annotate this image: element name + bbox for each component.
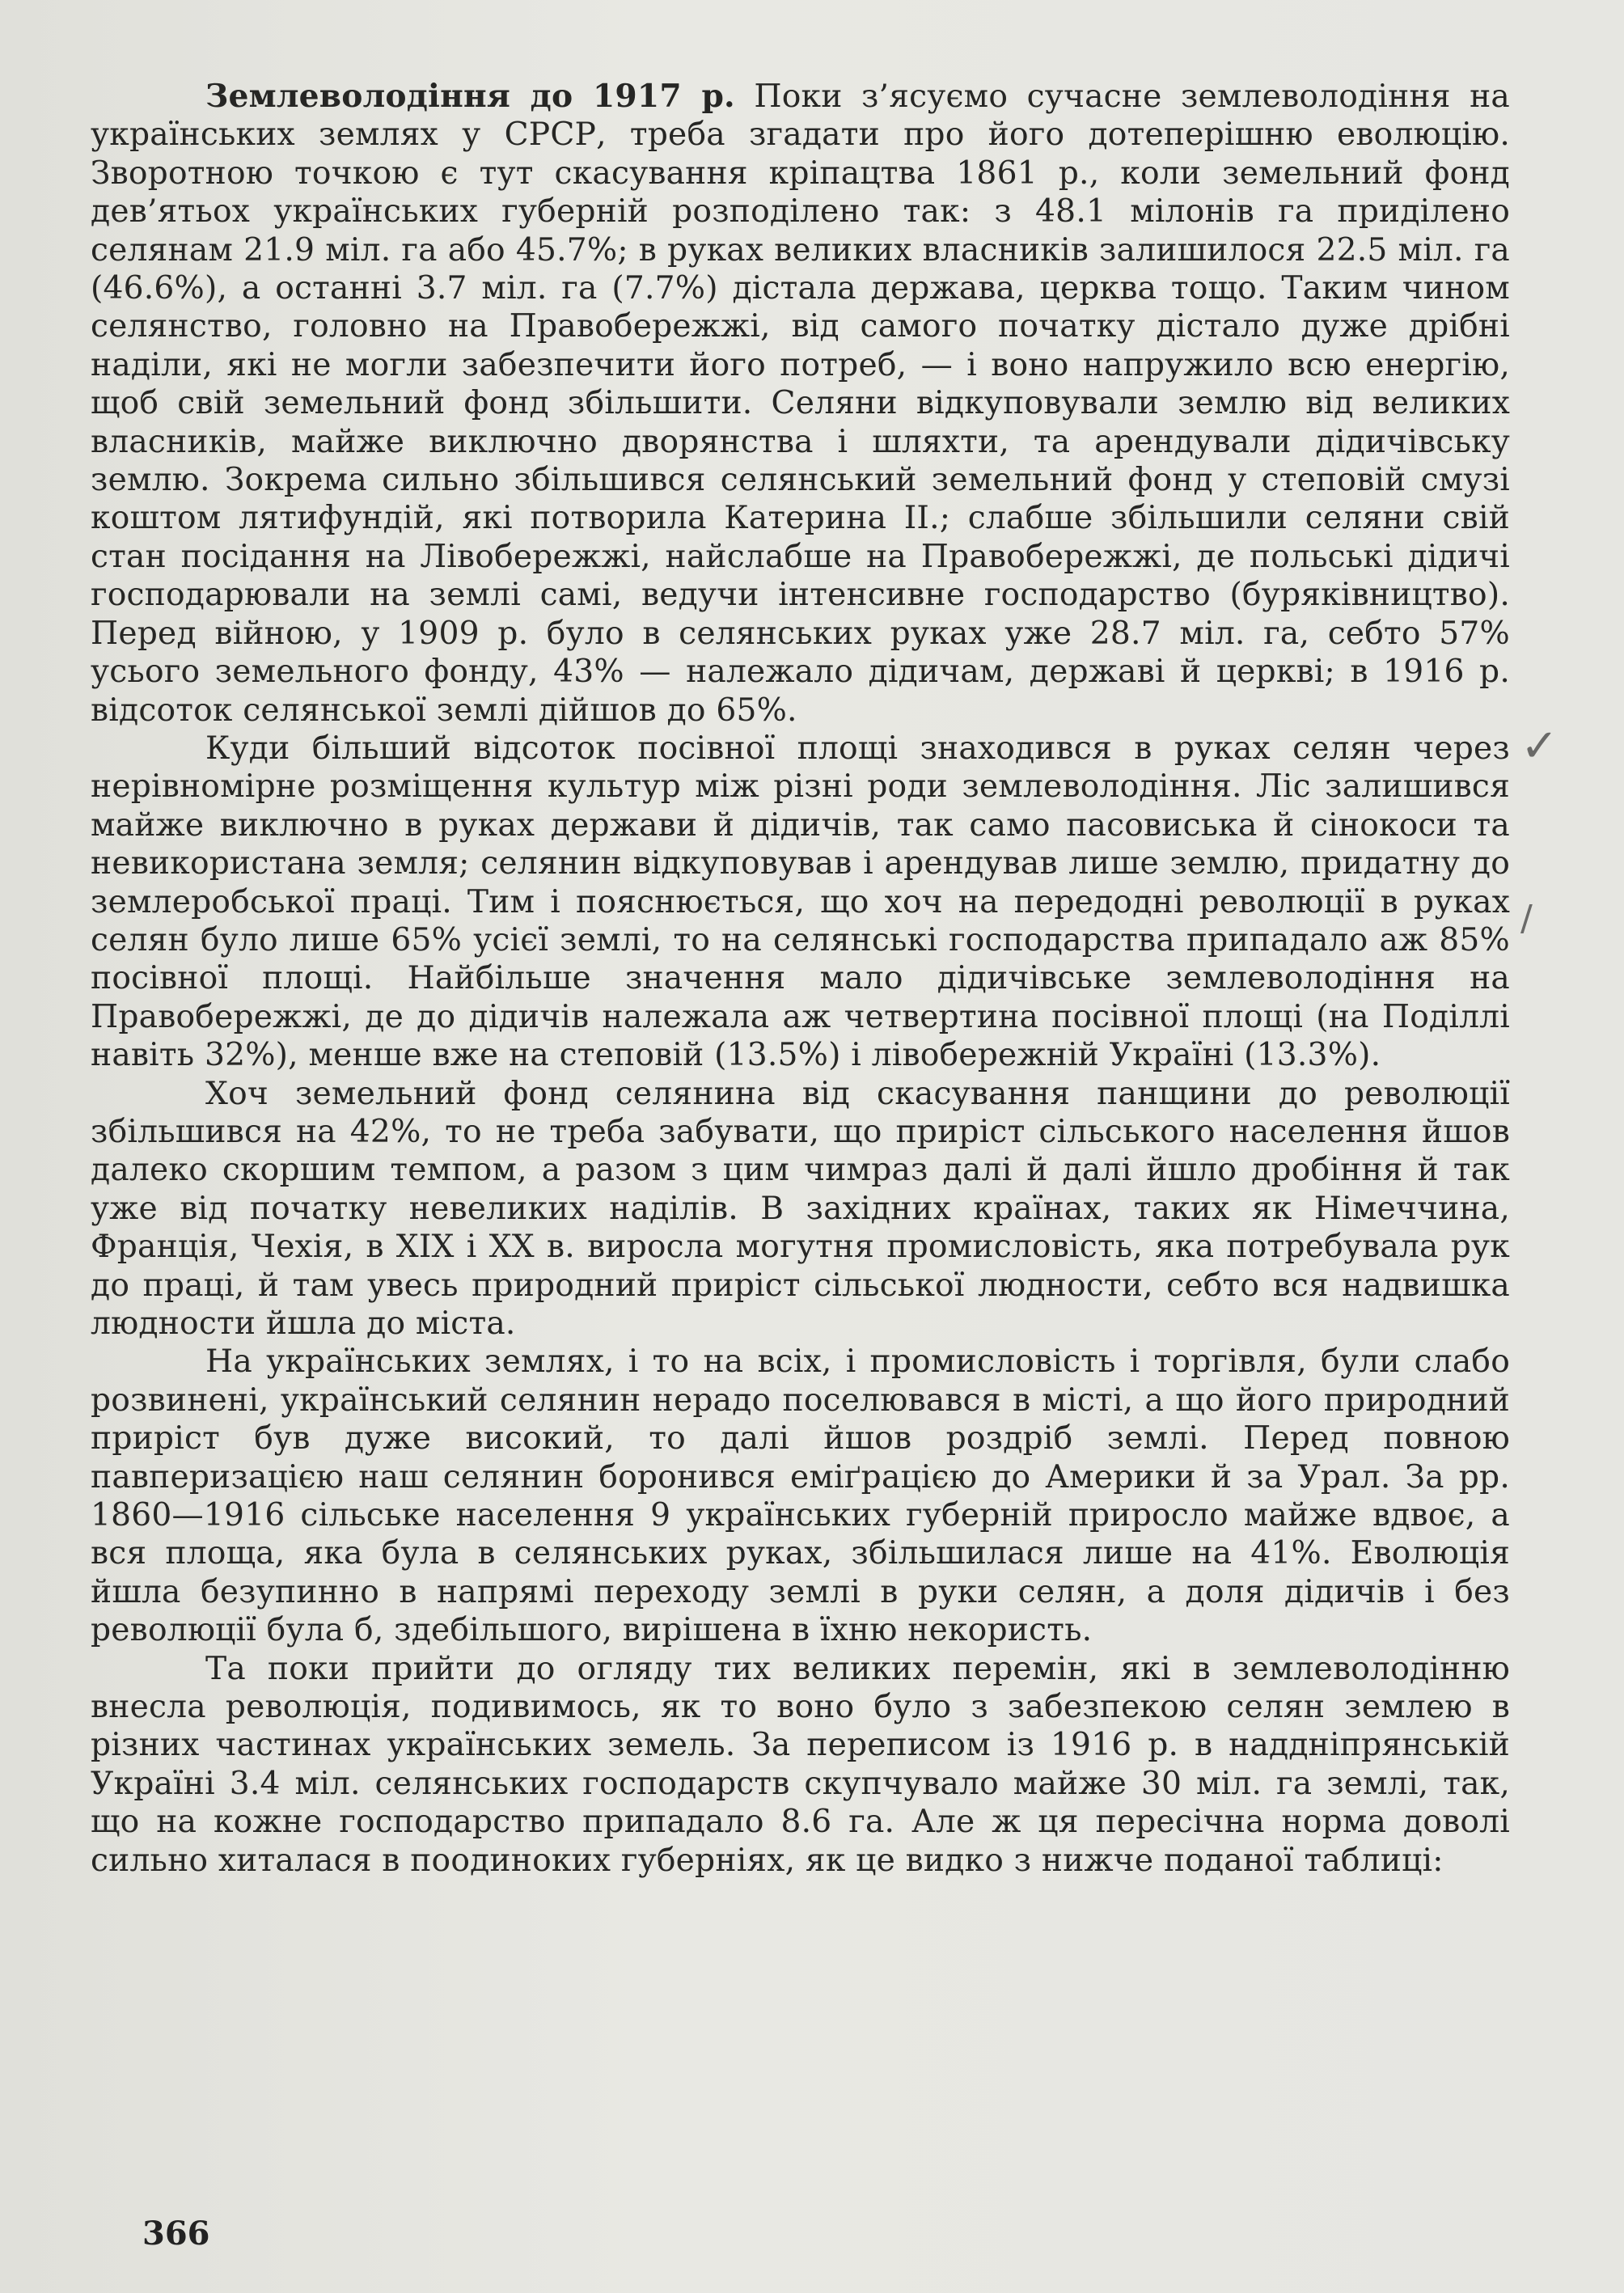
- margin-pencil-mark-icon: /: [1520, 898, 1533, 939]
- body-text: [91, 78, 1510, 1880]
- margin-check-mark-icon: ✓: [1520, 720, 1558, 772]
- paragraph-4: На українських землях, і то на всіх, і промисловість і торгівля, були слабо розвинені, український селянин нерадо поселювався в місті, а що його природний приріст був дуже високий, то далі йшов роздріб землі. Перед повною павперизацією наш селянин боронився еміґрацією до Америки й за Урал. За рр. 1860—1916 сільське населення 9 українських губерній приросло майже вдвоє, а вся площа, яка була в селянських руках, збільшилася лише на 41%. Еволюція йшла безупинно в напрямі переходу землі в руки селян, а доля дідичів і без революції була б, здебільшого, вирішена в їхню некористь.: [91, 1343, 1510, 1649]
- paragraph-2: Куди більший відсоток посівної площі знаходився в руках селян через нерівномірне розміщення культур між різні роди землеволодіння. Ліс залишився майже виключно в руках держави й дідичів, так само пасовиська й сінокоси та невикористана земля; селянин відкуповував і арендував лише землю, придатну до землеробської праці. Тим і пояснюється, що хоч на передодні революції в руках селян було лише 65% усієї землі, то на селянські господарства припадало аж 85% посівної площі. Найбільше значення мало дідичівське землеволодіння на Правобережжі, де до дідичів належала аж четвертина посівної площі (на Поділлі навіть 32%), менше вже на степовій (13.5%) і лівобережній Україні (13.3%).: [91, 730, 1510, 1074]
- page-number: 366: [142, 2215, 210, 2253]
- paragraph-1-text: Поки з’ясуємо сучасне землеволодіння на українських землях у СРСР, треба згадати про його дотеперішню еволюцію. Зворотною точкою є тут скасування кріпацтва 1861 р., коли земельний фонд дев’ятьох українських губерній розподілено так: з 48.1 мілонів га приділено селянам 21.9 міл. га або 45.7%; в руках великих власників залишилося 22.5 міл. га (46.6%), а останні 3.7 міл. га (7.7%) дістала держава, церква тощо. Таким чином селянство, головно на Правобережжі, від самого початку дістало дуже дрібні наділи, які не могли забезпечити його потреб, — і воно напружило всю енергію, щоб свій земельний фонд збільшити. Селяни відкуповували землю від великих власників, майже виключно дворянства і шляхти, та арендували дідичівську землю. Зокрема сильно збільшився селянський земельний фонд у степовій смузі коштом лятифундій, які потворила Катерина II.; слабше збільшили селяни свій стан посідання на Лівобережжі, найслабше на Правобережжі, де польські дідичі господарювали на землі самі, ведучи інтенсивне господарство (буряківництво). Перед війною, у 1909 р. було в селянських руках уже 28.7 міл. га, себто 57% усього земельного фонду, 43% — належало дідичам, державі й церкві; в 1916 р. відсоток селянської землі дійшов до 65%.: [91, 78, 1510, 729]
- paragraph-5: Та поки прийти до огляду тих великих перемін, які в землеволодінню внесла революція, подивимось, як то воно було з забезпекою селян землею в різних частинах українських земель. За переписом із 1916 р. в наддніпрянській Україні 3.4 міл. селянських господарств скупчувало майже 30 міл. га землі, так, що на кожне господарство припадало 8.6 га. Але ж ця пересічна норма доволі сильно хиталася в поодиноких губерніях, як це видко з нижче поданої таблиці:: [91, 1650, 1510, 1879]
- paragraph-1: [91, 78, 1510, 730]
- paragraph-3: Хоч земельний фонд селянина від скасування панщини до революції збільшився на 42%, то не треба забувати, що приріст сільського населення йшов далеко скоршим темпом, а разом з цим чимраз далі й далі йшло дробіння й так уже від початку невеликих наділів. В західних країнах, таких як Німеччина, Франція, Чехія, в XIX і XX в. виросла могутня промисловість, яка потребувала рук до праці, й там увесь природний приріст сільської людности, себто вся надвишка людности йшла до міста.: [91, 1075, 1510, 1342]
- section-heading: Землеволодіння до 1917 р.: [205, 78, 735, 115]
